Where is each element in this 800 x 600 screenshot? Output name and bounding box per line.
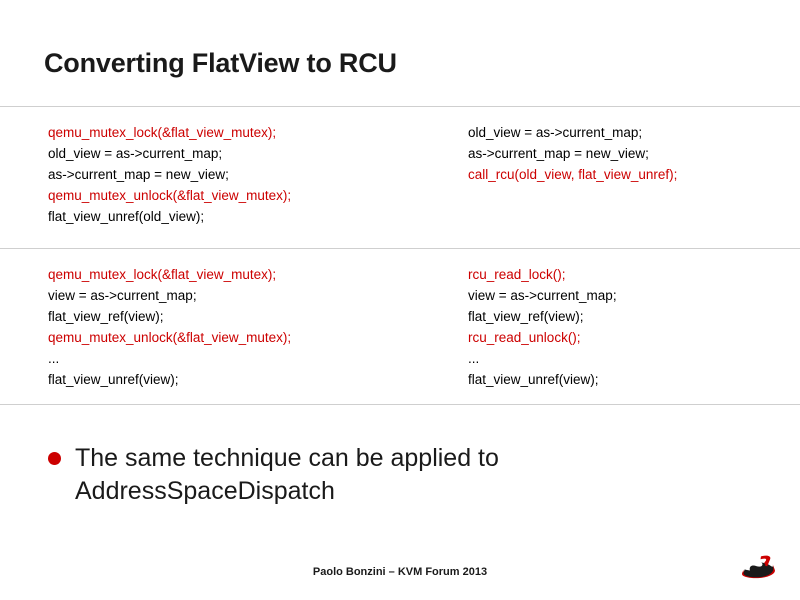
code-line: flat_view_unref(view);: [468, 372, 599, 387]
divider-bottom: [0, 404, 800, 405]
code-line: ...: [468, 351, 480, 366]
code-line: old_view = as->current_map;: [48, 146, 223, 161]
code-line: as->current_map = new_view;: [468, 146, 649, 161]
code-line: as->current_map = new_view;: [48, 167, 229, 182]
divider-middle: [0, 248, 800, 249]
slide-footer: Paolo Bonzini – KVM Forum 2013: [312, 566, 488, 578]
code-line: ...: [48, 351, 60, 366]
code-line: flat_view_ref(view);: [48, 309, 164, 324]
code-line: flat_view_unref(old_view);: [48, 209, 205, 224]
code-line: flat_view_ref(view);: [468, 309, 584, 324]
code-line: qemu_mutex_unlock(&flat_view_mutex);: [48, 188, 292, 203]
code-line: view = as->current_map;: [468, 288, 617, 303]
bullet-dot-icon: [48, 452, 61, 465]
code-line: view = as->current_map;: [48, 288, 197, 303]
bullet-text: The same technique can be applied to AddressSpaceDispatch: [75, 444, 499, 505]
code-block-top-right: [468, 122, 677, 185]
code-line: qemu_mutex_lock(&flat_view_mutex);: [48, 125, 277, 140]
divider-top: [0, 106, 800, 107]
red-hat-logo: [742, 552, 782, 586]
page-title: Converting FlatView to RCU: [44, 48, 397, 78]
code-line: rcu_read_unlock();: [468, 330, 581, 345]
code-line: qemu_mutex_lock(&flat_view_mutex);: [48, 267, 277, 282]
code-block-top-left: [48, 122, 291, 227]
code-block-bottom-left: [48, 264, 291, 390]
bullet-item: [48, 442, 608, 508]
code-line: old_view = as->current_map;: [468, 125, 643, 140]
code-line: qemu_mutex_unlock(&flat_view_mutex);: [48, 330, 292, 345]
code-line: rcu_read_lock();: [468, 267, 566, 282]
code-line: call_rcu(old_view, flat_view_unref);: [468, 167, 678, 182]
code-line: flat_view_unref(view);: [48, 372, 179, 387]
code-block-bottom-right: [468, 264, 617, 390]
